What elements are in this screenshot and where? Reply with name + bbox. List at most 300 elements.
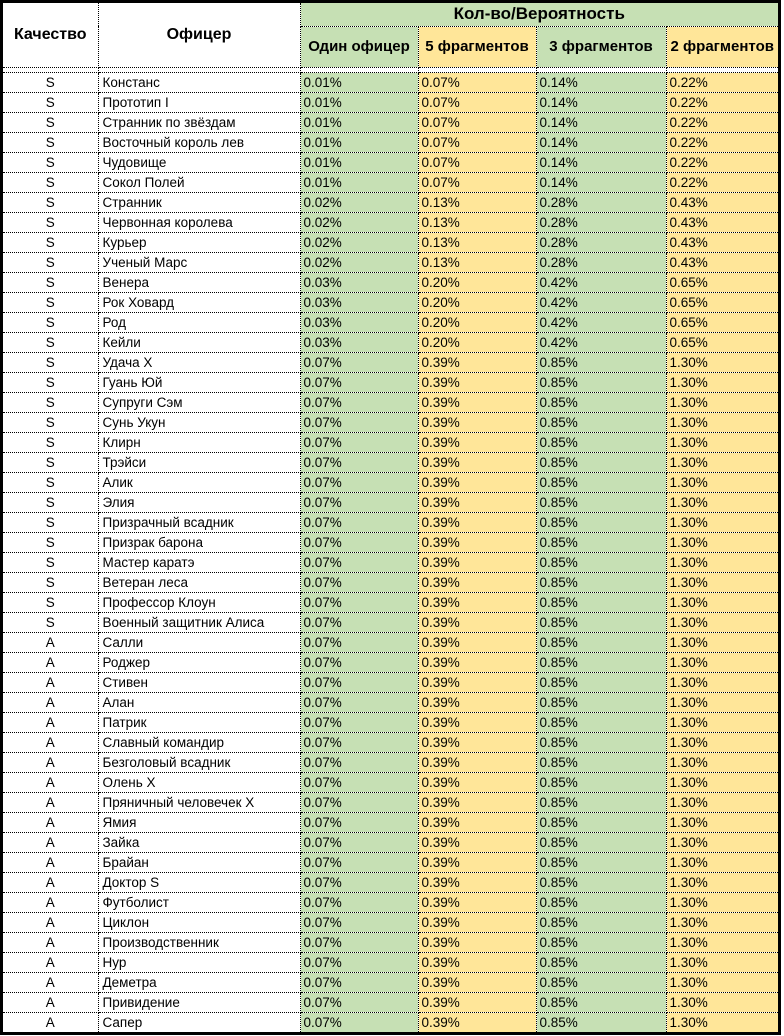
value-cell: 0.28%	[536, 232, 666, 252]
quality-cell: A	[3, 852, 98, 872]
officer-cell: Военный защитник Алиса	[98, 612, 300, 632]
table-row	[3, 292, 778, 312]
table-row	[3, 892, 778, 912]
value-cell: 0.85%	[536, 712, 666, 732]
value-cell: 0.39%	[418, 752, 536, 772]
officer-cell: Червонная королева	[98, 212, 300, 232]
table-row	[3, 332, 778, 352]
value-cell: 0.07%	[300, 772, 418, 792]
officer-cell: Профессор Клоун	[98, 592, 300, 612]
quality-cell: S	[3, 212, 98, 232]
quality-cell: S	[3, 92, 98, 112]
table-row	[3, 272, 778, 292]
value-cell: 0.85%	[536, 832, 666, 852]
value-cell: 0.85%	[536, 412, 666, 432]
value-cell: 1.30%	[666, 972, 778, 992]
officer-cell: Призрачный всадник	[98, 512, 300, 532]
table-row	[3, 652, 778, 672]
table-row	[3, 312, 778, 332]
value-cell: 0.39%	[418, 932, 536, 952]
table-row	[3, 432, 778, 452]
officer-cell: Стивен	[98, 672, 300, 692]
table-row	[3, 632, 778, 652]
value-cell: 0.02%	[300, 252, 418, 272]
value-cell: 0.39%	[418, 772, 536, 792]
value-cell: 0.07%	[300, 692, 418, 712]
quality-cell: A	[3, 732, 98, 752]
value-cell: 0.85%	[536, 452, 666, 472]
quality-cell: A	[3, 632, 98, 652]
officer-cell: Удача X	[98, 352, 300, 372]
value-cell: 0.07%	[300, 672, 418, 692]
value-cell: 0.07%	[300, 1012, 418, 1032]
quality-cell: A	[3, 752, 98, 772]
value-cell: 1.30%	[666, 612, 778, 632]
value-cell: 0.85%	[536, 792, 666, 812]
value-cell: 0.03%	[300, 272, 418, 292]
value-cell: 1.30%	[666, 532, 778, 552]
quality-cell: S	[3, 152, 98, 172]
value-cell: 0.39%	[418, 792, 536, 812]
value-cell: 0.07%	[418, 152, 536, 172]
value-cell: 0.07%	[300, 492, 418, 512]
value-cell: 1.30%	[666, 652, 778, 672]
value-cell: 0.20%	[418, 292, 536, 312]
value-cell: 0.39%	[418, 1012, 536, 1032]
table-row	[3, 952, 778, 972]
value-cell: 0.65%	[666, 272, 778, 292]
header-quality: Качество	[3, 3, 98, 67]
value-cell: 0.14%	[536, 72, 666, 92]
officer-cell: Клирн	[98, 432, 300, 452]
value-cell: 0.22%	[666, 92, 778, 112]
value-cell: 0.07%	[300, 412, 418, 432]
table-row	[3, 572, 778, 592]
value-cell: 1.30%	[666, 592, 778, 612]
value-cell: 0.85%	[536, 432, 666, 452]
value-cell: 0.28%	[536, 192, 666, 212]
table-row	[3, 832, 778, 852]
value-cell: 0.07%	[300, 972, 418, 992]
value-cell: 0.39%	[418, 952, 536, 972]
value-cell: 0.85%	[536, 612, 666, 632]
value-cell: 0.07%	[300, 532, 418, 552]
officer-cell: Рок Ховард	[98, 292, 300, 312]
officer-cell: Циклон	[98, 912, 300, 932]
value-cell: 1.30%	[666, 932, 778, 952]
value-cell: 0.13%	[418, 252, 536, 272]
probability-table	[3, 3, 778, 1032]
officer-cell: Деметра	[98, 972, 300, 992]
value-cell: 0.28%	[536, 212, 666, 232]
officer-cell: Салли	[98, 632, 300, 652]
quality-cell: S	[3, 292, 98, 312]
quality-cell: S	[3, 372, 98, 392]
value-cell: 1.30%	[666, 992, 778, 1012]
value-cell: 0.85%	[536, 472, 666, 492]
value-cell: 0.01%	[300, 152, 418, 172]
quality-cell: S	[3, 312, 98, 332]
table-row	[3, 532, 778, 552]
value-cell: 0.07%	[300, 352, 418, 372]
value-cell: 0.65%	[666, 292, 778, 312]
officer-cell: Футболист	[98, 892, 300, 912]
quality-cell: S	[3, 172, 98, 192]
value-cell: 0.43%	[666, 232, 778, 252]
table-row	[3, 692, 778, 712]
value-cell: 0.13%	[418, 192, 536, 212]
value-cell: 0.39%	[418, 992, 536, 1012]
table-row	[3, 612, 778, 632]
value-cell: 0.39%	[418, 352, 536, 372]
officer-cell: Супруги Сэм	[98, 392, 300, 412]
value-cell: 0.85%	[536, 1012, 666, 1032]
value-cell: 0.07%	[300, 632, 418, 652]
value-cell: 0.07%	[418, 172, 536, 192]
quality-cell: S	[3, 452, 98, 472]
officer-cell: Ученый Марс	[98, 252, 300, 272]
value-cell: 0.02%	[300, 192, 418, 212]
value-cell: 0.07%	[300, 732, 418, 752]
value-cell: 0.22%	[666, 132, 778, 152]
value-cell: 0.85%	[536, 692, 666, 712]
officer-cell: Курьер	[98, 232, 300, 252]
value-cell: 1.30%	[666, 452, 778, 472]
value-cell: 0.85%	[536, 732, 666, 752]
value-cell: 0.07%	[300, 832, 418, 852]
quality-cell: S	[3, 72, 98, 92]
value-cell: 0.39%	[418, 612, 536, 632]
value-cell: 0.07%	[300, 552, 418, 572]
officer-cell: Венера	[98, 272, 300, 292]
value-cell: 0.39%	[418, 832, 536, 852]
value-cell: 0.01%	[300, 172, 418, 192]
officer-cell: Прототип I	[98, 92, 300, 112]
officer-cell: Сунь Укун	[98, 412, 300, 432]
value-cell: 0.07%	[300, 432, 418, 452]
quality-cell: A	[3, 672, 98, 692]
officer-cell: Род	[98, 312, 300, 332]
table-row	[3, 992, 778, 1012]
value-cell: 0.07%	[300, 992, 418, 1012]
table-row	[3, 672, 778, 692]
value-cell: 0.85%	[536, 912, 666, 932]
quality-cell: A	[3, 992, 98, 1012]
value-cell: 1.30%	[666, 832, 778, 852]
value-cell: 0.39%	[418, 672, 536, 692]
value-cell: 1.30%	[666, 572, 778, 592]
quality-cell: A	[3, 832, 98, 852]
value-cell: 0.03%	[300, 332, 418, 352]
quality-cell: S	[3, 232, 98, 252]
table-row	[3, 792, 778, 812]
officer-cell: Призрак барона	[98, 532, 300, 552]
value-cell: 0.01%	[300, 112, 418, 132]
value-cell: 0.39%	[418, 892, 536, 912]
value-cell: 0.85%	[536, 772, 666, 792]
table-row	[3, 192, 778, 212]
value-cell: 0.13%	[418, 212, 536, 232]
value-cell: 0.22%	[666, 172, 778, 192]
value-cell: 0.07%	[300, 872, 418, 892]
value-cell: 0.07%	[300, 712, 418, 732]
value-cell: 0.85%	[536, 972, 666, 992]
value-cell: 0.07%	[300, 652, 418, 672]
quality-cell: S	[3, 492, 98, 512]
value-cell: 0.03%	[300, 292, 418, 312]
officer-cell: Гуань Юй	[98, 372, 300, 392]
officer-cell: Олень X	[98, 772, 300, 792]
value-cell: 1.30%	[666, 632, 778, 652]
value-cell: 0.85%	[536, 392, 666, 412]
table-row	[3, 472, 778, 492]
value-cell: 0.39%	[418, 912, 536, 932]
value-cell: 0.07%	[300, 452, 418, 472]
value-cell: 0.07%	[300, 892, 418, 912]
value-cell: 0.39%	[418, 392, 536, 412]
quality-cell: A	[3, 892, 98, 912]
officer-cell: Патрик	[98, 712, 300, 732]
value-cell: 0.28%	[536, 252, 666, 272]
table-row	[3, 872, 778, 892]
value-cell: 0.85%	[536, 892, 666, 912]
officer-cell: Сапер	[98, 1012, 300, 1032]
quality-cell: A	[3, 932, 98, 952]
value-cell: 1.30%	[666, 772, 778, 792]
value-cell: 0.85%	[536, 552, 666, 572]
table-row	[3, 412, 778, 432]
header-2-fragments: 2 фрагментов	[666, 26, 778, 67]
quality-cell: S	[3, 192, 98, 212]
value-cell: 0.02%	[300, 212, 418, 232]
officer-cell: Брайан	[98, 852, 300, 872]
officer-cell: Ветеран леса	[98, 572, 300, 592]
table-body	[3, 72, 778, 1032]
officer-cell: Алик	[98, 472, 300, 492]
value-cell: 0.39%	[418, 872, 536, 892]
officer-cell: Восточный король лев	[98, 132, 300, 152]
header-5-fragments: 5 фрагментов	[418, 26, 536, 67]
value-cell: 1.30%	[666, 352, 778, 372]
table-row	[3, 452, 778, 472]
value-cell: 0.43%	[666, 192, 778, 212]
quality-cell: S	[3, 132, 98, 152]
table-row	[3, 492, 778, 512]
table-row	[3, 972, 778, 992]
value-cell: 0.42%	[536, 272, 666, 292]
value-cell: 1.30%	[666, 792, 778, 812]
table-row	[3, 732, 778, 752]
value-cell: 0.39%	[418, 432, 536, 452]
quality-cell: S	[3, 392, 98, 412]
officer-cell: Производственник	[98, 932, 300, 952]
officer-cell: Элия	[98, 492, 300, 512]
quality-cell: S	[3, 352, 98, 372]
value-cell: 0.07%	[418, 112, 536, 132]
value-cell: 0.14%	[536, 92, 666, 112]
value-cell: 0.14%	[536, 112, 666, 132]
value-cell: 1.30%	[666, 912, 778, 932]
value-cell: 0.39%	[418, 592, 536, 612]
table-row	[3, 112, 778, 132]
quality-cell: A	[3, 772, 98, 792]
officer-cell: Привидение	[98, 992, 300, 1012]
value-cell: 0.85%	[536, 632, 666, 652]
value-cell: 0.85%	[536, 812, 666, 832]
value-cell: 0.85%	[536, 672, 666, 692]
value-cell: 0.39%	[418, 692, 536, 712]
value-cell: 1.30%	[666, 432, 778, 452]
table-row	[3, 232, 778, 252]
value-cell: 0.85%	[536, 352, 666, 372]
officer-cell: Безголовый всадник	[98, 752, 300, 772]
table-row	[3, 152, 778, 172]
value-cell: 0.07%	[300, 852, 418, 872]
header-row-group	[3, 3, 778, 26]
table-row	[3, 592, 778, 612]
quality-cell: S	[3, 612, 98, 632]
value-cell: 0.39%	[418, 732, 536, 752]
officer-cell: Доктор S	[98, 872, 300, 892]
table-row	[3, 912, 778, 932]
value-cell: 0.07%	[300, 392, 418, 412]
value-cell: 0.39%	[418, 412, 536, 432]
quality-cell: A	[3, 792, 98, 812]
value-cell: 0.42%	[536, 292, 666, 312]
header-quantity-probability: Кол-во/Вероятность	[300, 3, 778, 26]
value-cell: 0.07%	[300, 932, 418, 952]
value-cell: 0.42%	[536, 312, 666, 332]
value-cell: 0.07%	[300, 612, 418, 632]
value-cell: 1.30%	[666, 752, 778, 772]
officer-cell: Мастер каратэ	[98, 552, 300, 572]
value-cell: 0.22%	[666, 72, 778, 92]
value-cell: 0.39%	[418, 552, 536, 572]
value-cell: 1.30%	[666, 812, 778, 832]
quality-cell: A	[3, 952, 98, 972]
value-cell: 1.30%	[666, 732, 778, 752]
value-cell: 0.85%	[536, 532, 666, 552]
value-cell: 0.39%	[418, 972, 536, 992]
officer-cell: Пряничный человечек X	[98, 792, 300, 812]
value-cell: 0.20%	[418, 332, 536, 352]
value-cell: 0.85%	[536, 872, 666, 892]
value-cell: 0.39%	[418, 632, 536, 652]
table-row	[3, 212, 778, 232]
quality-cell: S	[3, 552, 98, 572]
officer-cell: Странник по звёздам	[98, 112, 300, 132]
value-cell: 0.85%	[536, 952, 666, 972]
officer-cell: Ямия	[98, 812, 300, 832]
value-cell: 1.30%	[666, 472, 778, 492]
value-cell: 0.85%	[536, 592, 666, 612]
value-cell: 0.13%	[418, 232, 536, 252]
value-cell: 0.07%	[300, 472, 418, 492]
value-cell: 1.30%	[666, 952, 778, 972]
value-cell: 0.39%	[418, 532, 536, 552]
table-row	[3, 932, 778, 952]
officer-cell: Чудовище	[98, 152, 300, 172]
value-cell: 0.07%	[300, 752, 418, 772]
value-cell: 0.07%	[418, 92, 536, 112]
value-cell: 0.01%	[300, 72, 418, 92]
quality-cell: A	[3, 1012, 98, 1032]
quality-cell: S	[3, 272, 98, 292]
table-row	[3, 552, 778, 572]
table-row	[3, 712, 778, 732]
value-cell: 0.22%	[666, 152, 778, 172]
header-one-officer: Один офицер	[300, 26, 418, 67]
value-cell: 1.30%	[666, 492, 778, 512]
value-cell: 0.01%	[300, 132, 418, 152]
table-row	[3, 1012, 778, 1032]
header-officer: Офицер	[98, 3, 300, 67]
table-row	[3, 92, 778, 112]
quality-cell: A	[3, 912, 98, 932]
value-cell: 0.85%	[536, 752, 666, 772]
officer-cell: Алан	[98, 692, 300, 712]
officer-cell: Кейли	[98, 332, 300, 352]
officer-cell: Констанс	[98, 72, 300, 92]
value-cell: 0.02%	[300, 232, 418, 252]
value-cell: 0.07%	[300, 912, 418, 932]
value-cell: 0.14%	[536, 152, 666, 172]
quality-cell: S	[3, 332, 98, 352]
quality-cell: S	[3, 572, 98, 592]
value-cell: 1.30%	[666, 852, 778, 872]
value-cell: 0.07%	[300, 372, 418, 392]
quality-cell: S	[3, 432, 98, 452]
value-cell: 0.85%	[536, 992, 666, 1012]
officer-cell: Зайка	[98, 832, 300, 852]
table-row	[3, 132, 778, 152]
value-cell: 0.20%	[418, 272, 536, 292]
value-cell: 0.07%	[418, 132, 536, 152]
value-cell: 1.30%	[666, 392, 778, 412]
quality-cell: A	[3, 652, 98, 672]
table-row	[3, 752, 778, 772]
quality-cell: A	[3, 812, 98, 832]
quality-cell: A	[3, 712, 98, 732]
value-cell: 0.85%	[536, 492, 666, 512]
table-row	[3, 352, 778, 372]
quality-cell: S	[3, 412, 98, 432]
value-cell: 0.39%	[418, 572, 536, 592]
value-cell: 1.30%	[666, 872, 778, 892]
quality-cell: A	[3, 872, 98, 892]
value-cell: 0.14%	[536, 132, 666, 152]
quality-cell: S	[3, 112, 98, 132]
value-cell: 0.01%	[300, 92, 418, 112]
officer-cell: Сокол Полей	[98, 172, 300, 192]
value-cell: 1.30%	[666, 1012, 778, 1032]
value-cell: 0.07%	[418, 72, 536, 92]
value-cell: 0.07%	[300, 812, 418, 832]
value-cell: 1.30%	[666, 372, 778, 392]
quality-cell: S	[3, 512, 98, 532]
table-row	[3, 172, 778, 192]
value-cell: 0.85%	[536, 652, 666, 672]
value-cell: 0.65%	[666, 332, 778, 352]
table-row	[3, 392, 778, 412]
value-cell: 1.30%	[666, 892, 778, 912]
value-cell: 0.43%	[666, 212, 778, 232]
quality-cell: S	[3, 592, 98, 612]
value-cell: 0.85%	[536, 512, 666, 532]
table-row	[3, 372, 778, 392]
value-cell: 1.30%	[666, 552, 778, 572]
value-cell: 0.85%	[536, 852, 666, 872]
